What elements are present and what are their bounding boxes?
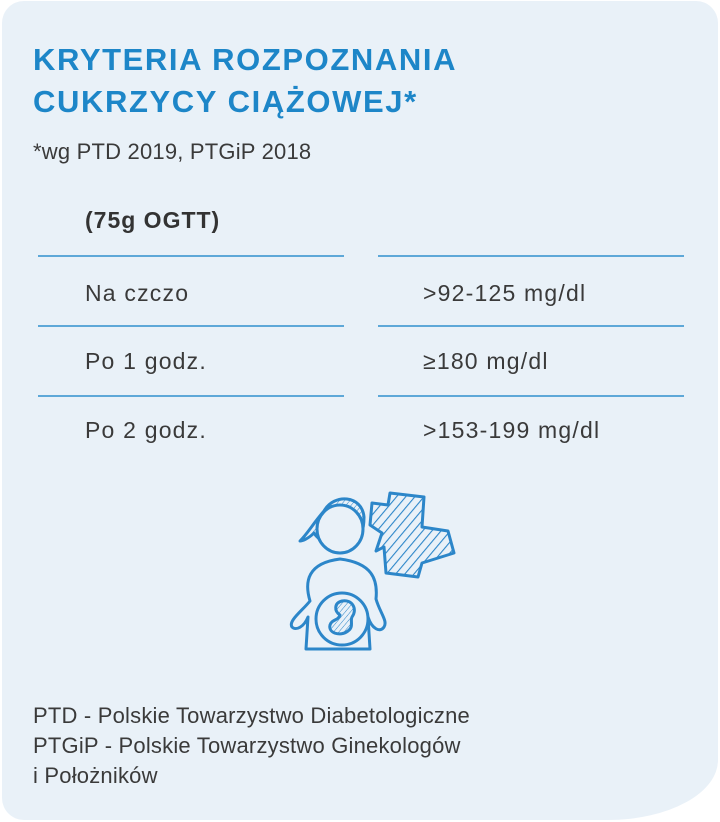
footer-line-ptgip: PTGiP - Polskie Towarzystwo Ginekologów xyxy=(33,733,461,758)
divider xyxy=(378,325,684,327)
title-line-2: CUKRZYCY CIĄŻOWEJ* xyxy=(33,84,418,119)
footer-line-ptd: PTD - Polskie Towarzystwo Diabetologiczne xyxy=(33,703,470,728)
divider xyxy=(378,255,684,257)
row-value-fasting: >92-125 mg/dl xyxy=(423,280,587,306)
footer-line-ptgip-cont: i Położników xyxy=(33,763,158,788)
row-value-2h: >153-199 mg/dl xyxy=(423,417,601,443)
abbreviations-footer xyxy=(33,701,470,791)
row-label-fasting: Na czczo xyxy=(85,280,190,306)
card-title xyxy=(33,39,457,123)
divider xyxy=(38,325,344,327)
pregnant-woman-medical-cross-icon xyxy=(272,481,472,661)
row-label-1h: Po 1 godz. xyxy=(85,348,207,374)
info-card xyxy=(2,1,718,820)
divider xyxy=(378,395,684,397)
divider xyxy=(38,395,344,397)
row-value-1h: ≥180 mg/dl xyxy=(423,348,549,374)
title-line-1: KRYTERIA ROZPOZNANIA xyxy=(33,42,458,77)
divider xyxy=(38,255,344,257)
row-label-2h: Po 2 godz. xyxy=(85,417,207,443)
source-note: *wg PTD 2019, PTGiP 2018 xyxy=(33,139,312,164)
table-header: (75g OGTT) xyxy=(85,207,221,233)
